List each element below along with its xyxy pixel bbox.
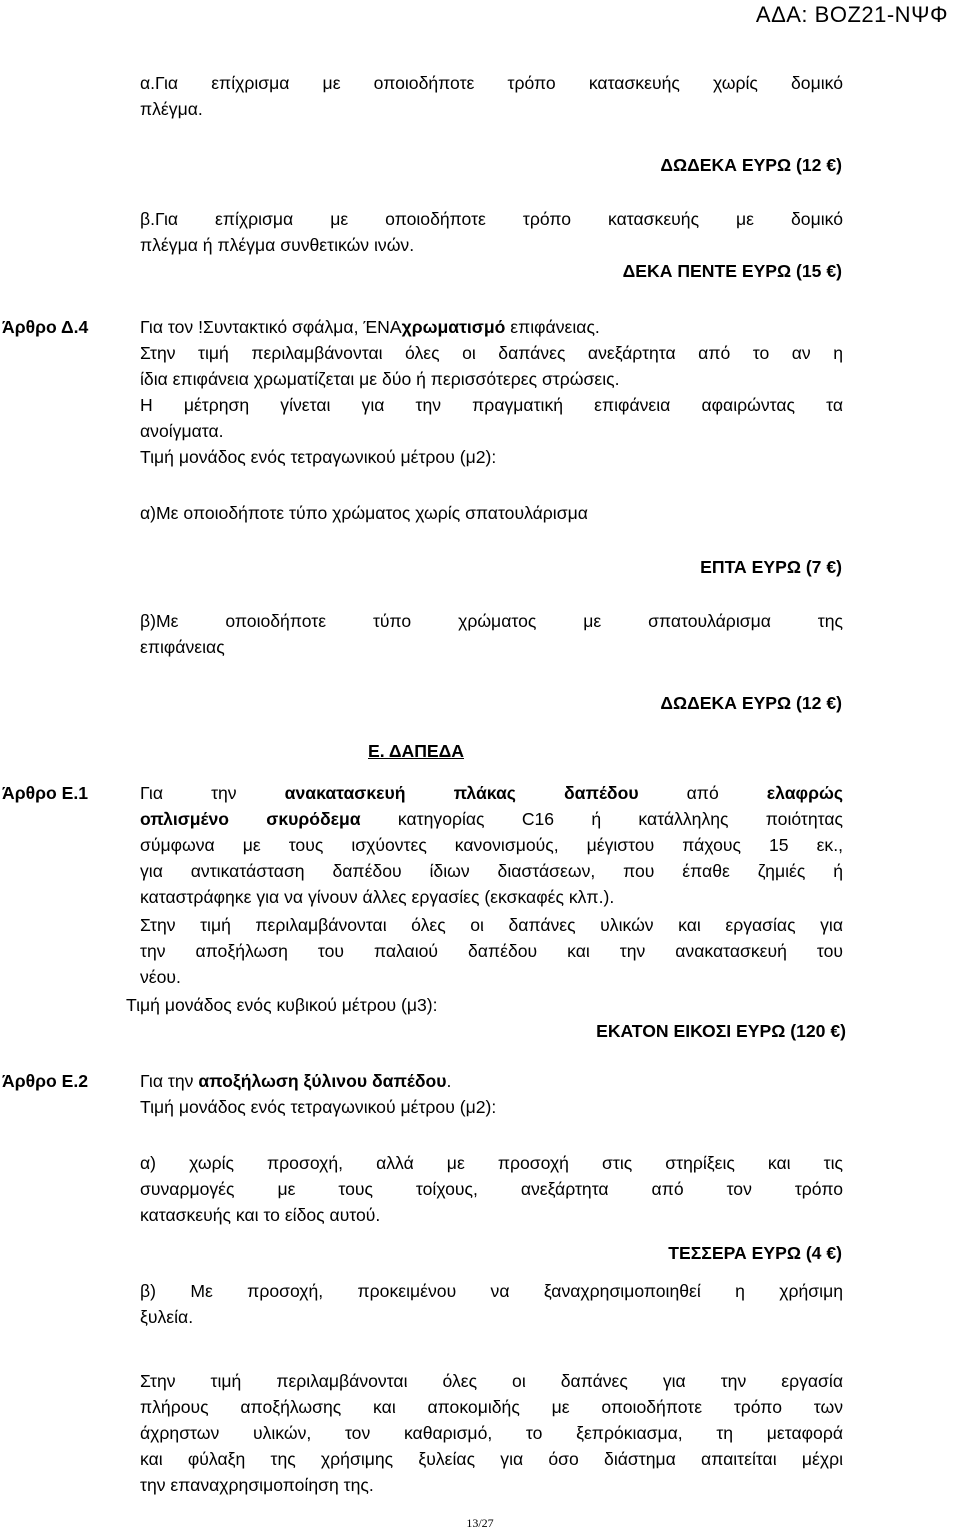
- section-e-title: Ε. ΔΑΠΕΔΑ: [368, 741, 465, 761]
- e2-unit: Τιμή μονάδος ενός τετραγωνικού μέτρου (μ2):: [140, 1097, 497, 1117]
- article-e2-label: Άρθρο Ε.2: [2, 1071, 89, 1091]
- e2-item-a-line2: συναρμογές με τους τοίχους, ανεξάρτητα από τον τρόπο: [140, 1179, 843, 1199]
- d4-item-b-line2: επιφάνειας: [140, 637, 225, 657]
- e1-line4: για αντικατάσταση δαπέδου ίδιων διαστάσεων, που έπαθε ζημιές ή: [140, 861, 843, 881]
- e2-item-a-line3: κατασκευής και το είδος αυτού.: [140, 1205, 381, 1225]
- item-a-line2: πλέγμα.: [140, 99, 203, 119]
- e2-item-a-line1: α) χωρίς προσοχή, αλλά με προσοχή στις στηρίξεις και τις: [140, 1153, 843, 1173]
- d4-item-a: α)Με οποιοδήποτε τύπο χρώματος χωρίς σπατουλάρισμα: [140, 503, 588, 523]
- e1-line2: [140, 806, 843, 832]
- e2-note-line4: και φύλαξη της χρήσιμης ξυλείας για όσο διάστημα απαιτείται μέχρι: [140, 1449, 843, 1469]
- d4-desc-line2: ίδια επιφάνεια χρωματίζεται με δύο ή περισσότερες στρώσεις.: [140, 369, 620, 389]
- price-a: ΔΩΔΕΚΑ ΕΥΡΩ (12 €): [660, 155, 842, 175]
- item-a-line1: α.Για επίχρισμα με οποιοδήποτε τρόπο κατασκευής χωρίς δομικό: [140, 73, 843, 93]
- d4-meas-line1: Η μέτρηση γίνεται για την πραγματική επιφάνεια αφαιρώντας τα: [140, 395, 843, 415]
- d4-unit: Τιμή μονάδος ενός τετραγωνικού μέτρου (μ2):: [140, 447, 497, 467]
- d4-item-b-line1: β)Με οποιοδήποτε τύπο χρώματος με σπατουλάρισμα της: [140, 611, 843, 631]
- e2-title-post: .: [446, 1071, 452, 1091]
- e2-note-line3: άχρηστων υλικών, τον καθαρισμό, το ξεπρόκιασμα, τη μεταφορά: [140, 1423, 843, 1443]
- e2-title-bold: αποξήλωση ξύλινου δαπέδου: [198, 1071, 447, 1091]
- e1-l2-bold: οπλισμένο σκυρόδεμα: [140, 809, 361, 829]
- d4-desc-line1: Στην τιμή περιλαμβάνονται όλες οι δαπάνες ανεξάρτητα από το αν η: [140, 343, 843, 363]
- d4-title-post: επιφάνειας.: [505, 317, 600, 337]
- e1-line3: σύμφωνα με τους ισχύοντες κανονισμούς, μέγιστου πάχους 15 εκ.,: [140, 835, 843, 855]
- e1-line1: [140, 780, 843, 806]
- article-d4-title: [140, 314, 843, 340]
- price-b: ΔΕΚΑ ΠΕΝΤΕ ΕΥΡΩ (15 €): [622, 261, 842, 281]
- e1-l1-mid: από: [638, 783, 767, 803]
- e2-note-line1: Στην τιμή περιλαμβάνονται όλες οι δαπάνες για την εργασία: [140, 1371, 843, 1391]
- article-d4-label: Άρθρο Δ.4: [2, 317, 89, 337]
- e2-title-pre: Για την: [140, 1071, 199, 1091]
- ada-header: ΑΔΑ: ΒΟΖ21-ΝΨΦ: [755, 2, 948, 27]
- item-b-line1: β.Για επίχρισμα με οποιοδήποτε τρόπο κατασκευής με δομικό: [140, 209, 843, 229]
- e2-note-line2: πλήρους αποξήλωσης και αποκομιδής με οποιοδήποτε τρόπο των: [140, 1397, 843, 1417]
- e1-line7: την αποξήλωση του παλαιού δαπέδου και την ανακατασκευή του: [140, 941, 843, 961]
- d4-price-a: ΕΠΤΑ ΕΥΡΩ (7 €): [700, 557, 842, 577]
- e1-l1-bold1: ανακατασκευή: [284, 783, 406, 803]
- e2-price-a: ΤΕΣΣΕΡΑ ΕΥΡΩ (4 €): [668, 1243, 842, 1263]
- d4-price-b: ΔΩΔΕΚΑ ΕΥΡΩ (12 €): [660, 693, 842, 713]
- page-number: 13/27: [466, 1516, 494, 1530]
- item-b-line2: πλέγμα ή πλέγμα συνθετικών ινών.: [140, 235, 415, 255]
- e1-line8: νέου.: [140, 967, 181, 987]
- d4-title-pre: Για τον !Συντακτικό σφάλμα, ΈΝΑ: [140, 317, 402, 337]
- e2-note-line5: την επαναχρησιμοποίηση της.: [140, 1475, 374, 1495]
- e1-l2-post: κατηγορίας C16 ή κατάλληλης ποιότητας: [360, 809, 843, 829]
- e2-item-b-line2: ξυλεία.: [140, 1307, 194, 1327]
- e1-l1-pre: Για την: [140, 783, 285, 803]
- e1-line6: Στην τιμή περιλαμβάνονται όλες οι δαπάνες υλικών και εργασίας για: [140, 915, 843, 935]
- e1-l1-bold2: πλάκας δαπέδου: [453, 783, 639, 803]
- e2-title: [140, 1068, 843, 1094]
- article-e1-label: Άρθρο Ε.1: [2, 783, 89, 803]
- e1-l1-bold3: ελαφρώς: [766, 783, 844, 803]
- e2-item-b-line1: β) Με προσοχή, προκειμένου να ξαναχρησιμοποιηθεί η χρήσιμη: [140, 1281, 843, 1301]
- d4-meas-line2: ανοίγματα.: [140, 421, 224, 441]
- e1-line5: καταστράφηκε για να γίνουν άλλες εργασίες (εκσκαφές κλπ.).: [140, 887, 615, 907]
- e1-price: ΕΚΑΤΟΝ ΕΙΚΟΣΙ ΕΥΡΩ (120 €): [596, 1021, 846, 1041]
- d4-title-bold: χρωματισμό: [401, 317, 506, 337]
- e1-unit: Τιμή μονάδος ενός κυβικού μέτρου (μ3):: [126, 995, 438, 1015]
